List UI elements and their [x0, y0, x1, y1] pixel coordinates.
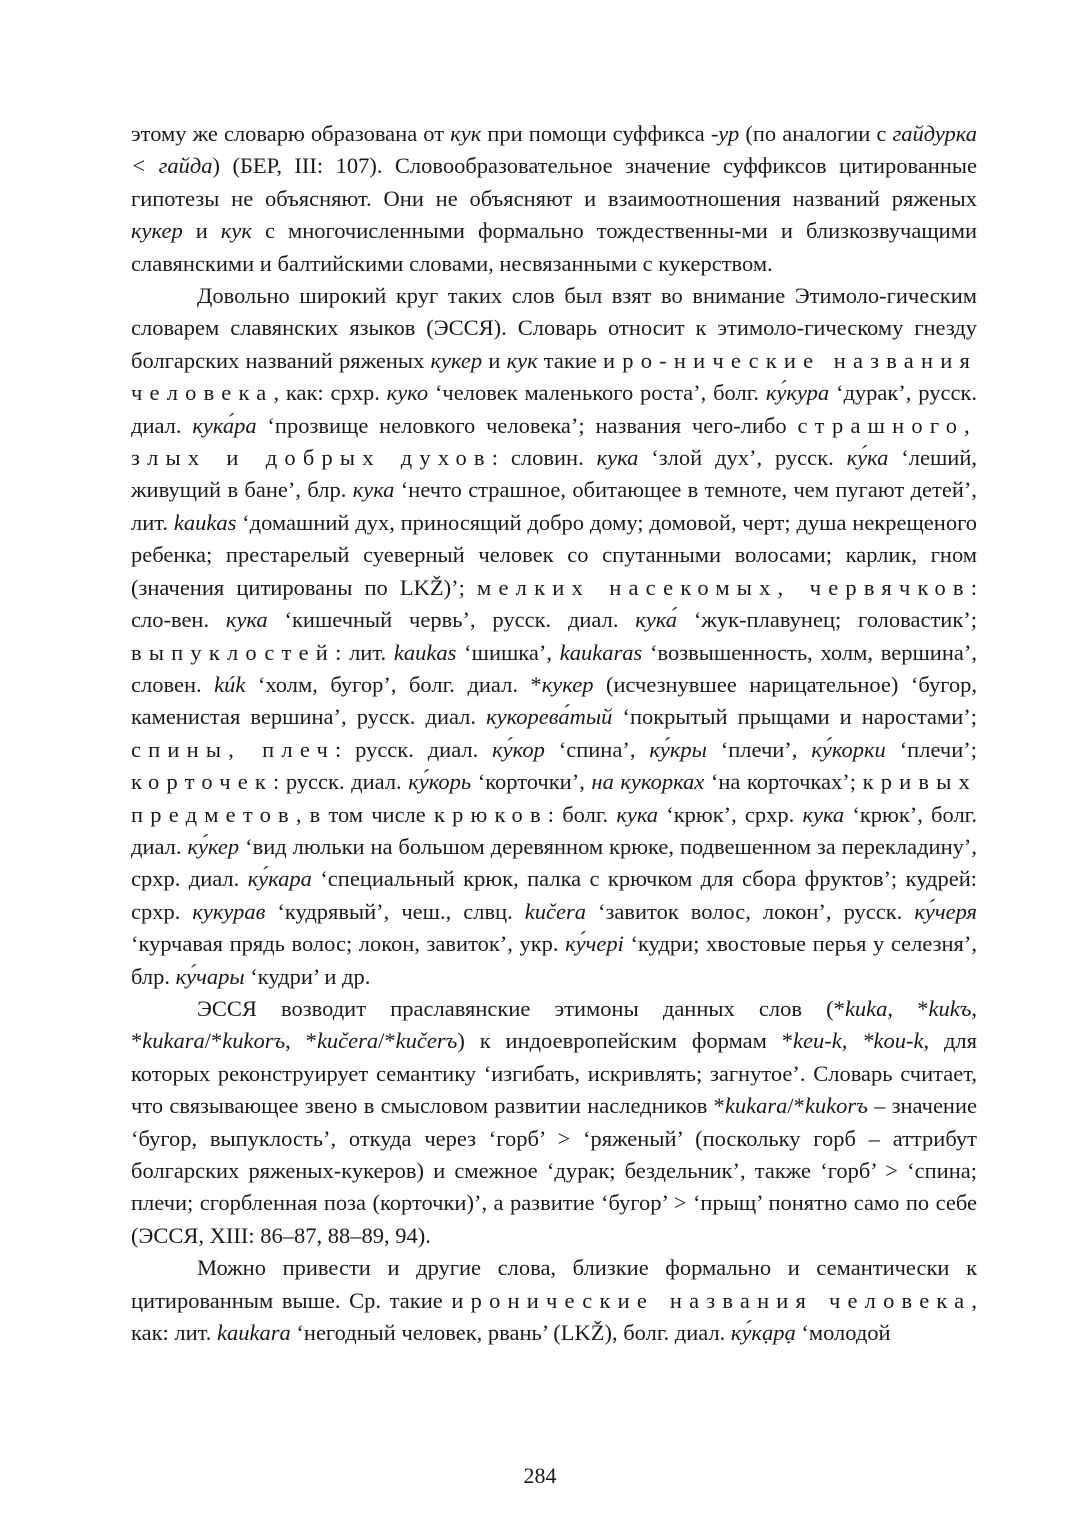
- text-run: – значение ‘бугор, выпуклость’, откуда через ‘горб’ > ‘ряженый’ (поскольку горб – аттрибут болгарских ряженых-кукеров) и смежное ‘дурак; бездельник’, также ‘горб’ > ‘спина; плечи; сгорбленная поза (корточки)’, а развитие ‘бугор’ > ‘прыщ’ понятно само по себе (ЭССЯ, XIII: 86–87, 88–89, 94).: [131, 1093, 977, 1248]
- text-run: ‘леший, живущий в бане’, блр.: [131, 445, 977, 503]
- text-run: ‘молодой: [795, 1320, 891, 1346]
- text-run: , как: срхр.: [273, 380, 387, 406]
- italic-term: ку́кер: [187, 833, 240, 859]
- italic-term: kukorъ: [222, 1028, 286, 1054]
- text-run: : сло-вен.: [131, 574, 977, 633]
- italic-term: kaukara: [217, 1320, 291, 1346]
- italic-term: kuka: [844, 995, 888, 1021]
- spaced-emphasis: спины, плеч: [131, 736, 335, 762]
- text-run: /*: [378, 1028, 396, 1054]
- italic-term: ку́черя: [914, 898, 977, 924]
- text-run: ‘на корточках’;: [704, 769, 863, 795]
- text-run: /*: [787, 1093, 805, 1119]
- text-run: , *: [285, 1028, 317, 1054]
- text-run: : русск. диал.: [334, 736, 493, 762]
- text-run: ‘крюк’, срхр.: [658, 801, 803, 827]
- italic-term: кука́: [635, 607, 678, 633]
- italic-term: keu-k, *kou-k: [793, 1028, 924, 1054]
- italic-term: kukorъ: [804, 1093, 868, 1119]
- italic-term: kučerъ: [395, 1028, 458, 1054]
- text-run: ‘кудрявый’, чеш., слвц.: [265, 898, 525, 924]
- text-run: и: [182, 218, 221, 244]
- text-run: ‘возвышенность, холм, вершина’, словен.: [131, 639, 977, 697]
- paragraph: [131, 280, 977, 993]
- text-run: ‘прозвище неловкого человека’; названия чего-либо: [256, 412, 798, 438]
- italic-term: -ур: [710, 121, 740, 146]
- italic-term: кука: [802, 801, 845, 827]
- text-run: такие: [537, 347, 604, 373]
- text-run: (по аналогии с: [739, 121, 893, 146]
- text-run: ‘покрытый прыщами и наростами’;: [612, 704, 977, 730]
- text-run: и: [482, 347, 507, 373]
- paragraph: [131, 993, 977, 1252]
- paragraph: [131, 118, 977, 280]
- text-run: ) к индоевропейским формам *: [457, 1028, 794, 1054]
- text-run: ‘нечто страшное, обитающее в темноте, чем пугают детей’, лит.: [131, 477, 977, 535]
- italic-term: ку́чері: [565, 931, 624, 957]
- spaced-emphasis: страшного, злых и добрых духов: [131, 412, 977, 471]
- italic-term: кукер: [541, 671, 594, 697]
- italic-term: гайдурка < гайда: [131, 121, 977, 179]
- italic-term: кука́ра: [192, 412, 257, 438]
- text-run: ‘шишка’,: [456, 639, 560, 665]
- spaced-emphasis: иронические названия человека: [451, 1287, 972, 1313]
- spaced-emphasis: кривых предметов: [131, 769, 977, 827]
- text-run: ‘завиток волос, локон’, русск.: [585, 898, 915, 924]
- italic-term: kaukas: [393, 639, 457, 665]
- italic-term: ку́кạрạ: [730, 1320, 796, 1346]
- text-run: ‘корточки’,: [471, 769, 592, 795]
- text-run: ‘холм, бугор’, болг. диал. *: [245, 671, 542, 697]
- text-run: Можно привести и другие слова, близкие формально и семантически к цитированным выше. Ср. такие: [131, 1255, 977, 1313]
- spaced-emphasis: выпуклостей: [131, 639, 336, 665]
- text-run: ‘домашний дух, приносящий добро дому; домовой, черт; душа некрещеного ребенка; престарелый суеверный человек со спутанными волосами; карлик, гном (значения цитированы по LKŽ)’;: [131, 509, 977, 600]
- italic-term: kučera: [316, 1028, 379, 1054]
- italic-term: ку́кры: [649, 736, 707, 762]
- spaced-emphasis: иро-нические названия человека: [131, 347, 977, 406]
- text-run: ‘плечи’;: [885, 736, 977, 762]
- italic-term: ку́чары: [175, 963, 245, 989]
- text-run: ‘вид люльки на большом деревянном крюке, подвешенном за перекладину’, срхр. диал.: [131, 833, 977, 892]
- text-run: , как: лит.: [131, 1287, 977, 1346]
- italic-term: kukъ: [928, 995, 972, 1021]
- text-run: : болг.: [547, 801, 617, 827]
- italic-term: куко: [386, 380, 429, 406]
- italic-term: на кукорках: [591, 769, 705, 795]
- page-number: 284: [523, 1463, 557, 1488]
- text-run: : русск. диал.: [273, 769, 409, 795]
- italic-term: ку́корки: [811, 736, 886, 762]
- italic-term: kučera: [524, 898, 586, 924]
- spaced-emphasis: мелких насекомых, червячков: [477, 574, 971, 600]
- italic-term: kúk: [214, 671, 246, 697]
- text-run: : словин.: [491, 445, 597, 471]
- italic-term: ку́ка: [846, 445, 889, 471]
- italic-term: кука: [616, 801, 659, 827]
- italic-term: ку́кура: [765, 380, 830, 406]
- italic-term: kukara: [142, 1028, 205, 1054]
- text-run: , *: [131, 995, 977, 1054]
- text-run: ‘спина’,: [544, 736, 650, 762]
- italic-term: kaukas: [173, 509, 237, 535]
- italic-term: ку́корь: [408, 769, 472, 795]
- italic-term: кук: [220, 218, 252, 244]
- italic-term: ку́кор: [492, 736, 545, 762]
- text-run: этому же словарю образована от: [131, 121, 451, 146]
- italic-term: кук: [450, 121, 482, 146]
- italic-term: кукорева́тый: [486, 704, 613, 730]
- text-run: ‘человек маленького роста’, болг.: [428, 380, 766, 406]
- text-run: , в том числе: [295, 801, 434, 827]
- text-run: ‘специальный крюк, палка с крючком для сбора фруктов’; кудрей: срхр.: [131, 866, 978, 924]
- italic-term: kukara: [724, 1093, 788, 1119]
- text-run: (исчезнувшее нарицательное) ‘бугор, каменистая вершина’, русск. диал.: [131, 671, 978, 730]
- text-run: , *: [887, 995, 929, 1021]
- italic-term: kaukaras: [559, 639, 643, 665]
- text-run: ‘курчавая прядь волос; локон, завиток’, укр.: [131, 931, 566, 957]
- text-run: ‘кишечный червь’, русск. диал.: [267, 607, 636, 633]
- text-run: ‘кудри; хвостовые перья у селезня’, блр.: [131, 931, 977, 989]
- text-run: ‘плечи’,: [706, 736, 812, 762]
- text-run: ‘крюк’, болг. диал.: [131, 801, 977, 859]
- text-run: ЭССЯ возводит праславянские этимоны данных слов (*: [197, 995, 845, 1021]
- spaced-emphasis: крюков: [433, 801, 548, 827]
- text-run: ‘злой дух’, русск.: [638, 445, 847, 471]
- document-body: [131, 118, 977, 1349]
- text-run: ‘негодный человек, рвань’ (LKŽ), болг. диал.: [290, 1320, 731, 1346]
- italic-term: кук: [506, 347, 538, 373]
- italic-term: кука: [596, 445, 639, 471]
- italic-term: кука: [352, 477, 395, 503]
- spaced-emphasis: корточек: [131, 769, 274, 795]
- text-run: Довольно широкий круг таких слов был взят во внимание Этимоло-гическим словарем славянских языков (ЭССЯ). Словарь относит к этимоло-гическому гнезду болгарских названий ряженых: [131, 283, 977, 373]
- text-run: ) (БЕР, III: 107). Словообразовательное значение суффиксов цитированные гипотезы не объясняют. Они не объясняют и взаимоотношения названий ряженых: [131, 153, 977, 211]
- text-run: ‘кудри’ и др.: [244, 963, 371, 989]
- italic-term: кукурав: [192, 898, 266, 924]
- italic-term: кукер: [131, 218, 183, 244]
- italic-term: ку́кара: [247, 866, 312, 892]
- paragraph: [131, 1252, 977, 1349]
- text-run: с многочисленными формально тождественны-ми и близкозвучащими славянскими и балтийскими словами, несвязанными с кукерством.: [131, 218, 978, 276]
- text-run: при помощи суффикса: [481, 121, 711, 146]
- text-run: /*: [204, 1028, 223, 1054]
- text-run: : лит.: [335, 639, 394, 665]
- italic-term: кукер: [430, 347, 483, 373]
- text-run: , для которых реконструирует семантику ‘изгибать, искривлять; загнутое’. Словарь считает, что связывающее звено в смысловом развитии наследников *: [131, 1028, 978, 1119]
- text-run: ‘дурак’, русск. диал.: [131, 380, 977, 438]
- italic-term: кука: [225, 607, 268, 633]
- text-run: ‘жук-плавунец; головастик’;: [677, 607, 978, 633]
